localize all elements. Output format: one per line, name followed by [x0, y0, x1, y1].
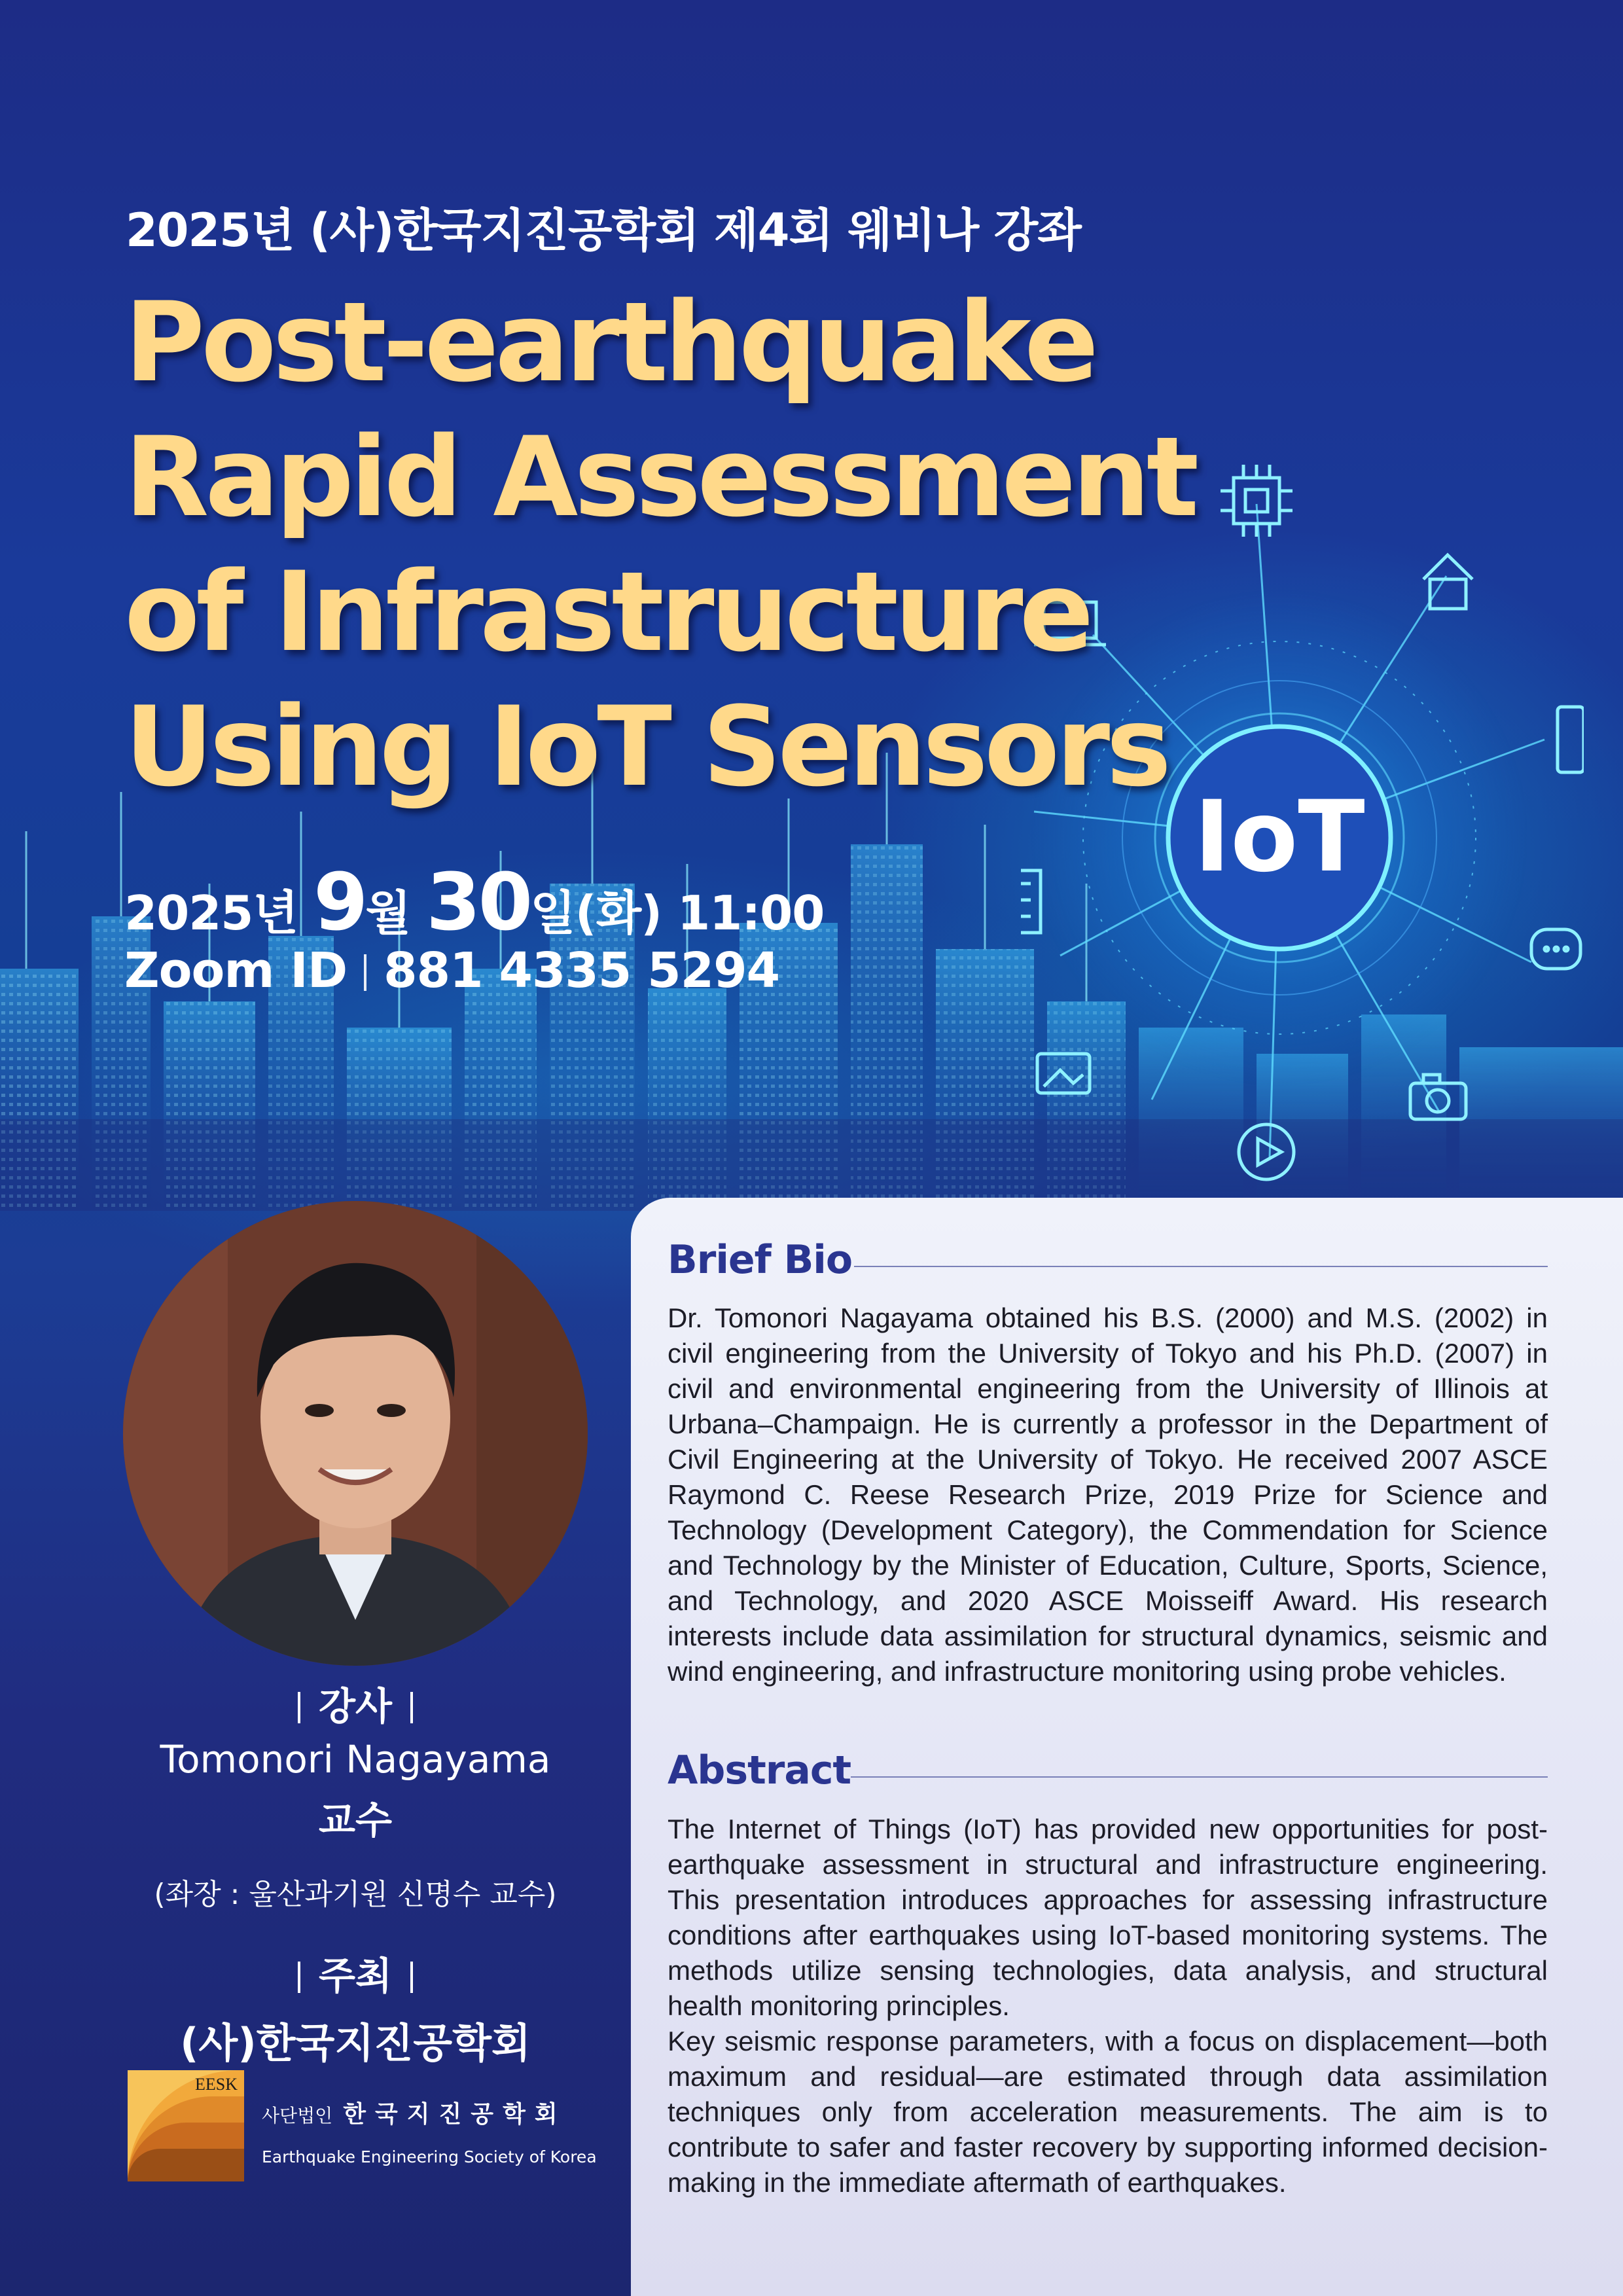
smartphone-icon [1558, 707, 1584, 772]
speaker-role: 강사 [318, 1684, 393, 1729]
host-label [0, 1945, 711, 2000]
date-day-suffix: 일(화) 11:00 [530, 886, 825, 941]
logo-prefix: 사단법인 [262, 2105, 333, 2126]
date-month: 9 [313, 857, 366, 948]
bio-heading-rule [854, 1266, 1548, 1267]
zoom-label: Zoom ID [124, 942, 348, 999]
label-bar [298, 1962, 300, 1993]
event-subtitle: 2025년 (사)한국지진공학회 제4회 웨비나 강좌 [126, 204, 1081, 257]
zoom-id[interactable]: 881 4335 5294 [383, 942, 780, 999]
title-line: Using IoT Sensors [124, 683, 1168, 811]
date-day: 30 [426, 857, 531, 948]
abstract-paragraph-2: Key seismic response parameters, with a focus on displacement—both maximum and residual—are estimated through data assimilation techniques only from acceleration measurements. The aim is to contribute to safer and faster recovery by supporting informed decision-making in the immediate aftermath of earthquakes. [668, 2026, 1548, 2198]
abstract-heading: Abstract [668, 1748, 851, 1793]
bio-heading: Brief Bio [668, 1237, 853, 1283]
chat-icon [1531, 929, 1580, 969]
iot-badge-text: IoT [1194, 780, 1365, 894]
logo-text [262, 2096, 597, 2166]
zoom-separator [364, 954, 366, 991]
play-icon [1239, 1124, 1294, 1179]
speaker-label [0, 1676, 711, 1731]
eesk-logo [128, 2070, 244, 2181]
camera-icon [1410, 1075, 1466, 1119]
abstract-paragraph-1: The Internet of Things (IoT) has provided new opportunities for post-earthquake assessment in structural and infrastructure engineering. This presentation introduces approaches for assessing infrastructure conditions after earthquakes using IoT-based monitoring systems. The methods utilize sensing technologies, data analysis, and structural health monitoring principles. [668, 1814, 1548, 2021]
event-date [124, 857, 824, 948]
host-organization: (사)한국지진공학회 [180, 2019, 531, 2067]
speaker-portrait-illustration [123, 1201, 588, 1666]
abstract-heading-rule [851, 1776, 1548, 1778]
chip-icon [1221, 465, 1293, 537]
zoom-info [124, 942, 779, 999]
home-icon [1423, 555, 1472, 609]
title-line: Post-earthquake [124, 278, 1096, 406]
logo-english: Earthquake Engineering Society of Korea [262, 2147, 597, 2166]
bio-text: Dr. Tomonori Nagayama obtained his B.S. (2000) and M.S. (2002) in civil engineering from the University of Tokyo and his Ph.D. (2007) in civil and environmental engineering from the University of Illinois at Urbana–Champaign. He is currently a professor in the Department of Civil Engineering at the University of Tokyo. He received 2007 ASCE Raymond C. Reese Research Prize, 2019 Prize for Science and Technology (Development Category), the Commendation for Science and Technology by the Minister of Education, Culture, Sports, Science, and Technology, and 2020 ASCE Moisseiff Award. His research interests include data assimilation for structural dynamics, seismic and wind engineering, and infrastructure monitoring using probe vehicles. [668, 1302, 1548, 1687]
speaker-photo [123, 1201, 588, 1666]
logo-mark: EESK [195, 2075, 238, 2094]
logo-name-ko: 한국지진공학회 [343, 2101, 567, 2128]
speaker-block [0, 1676, 711, 2069]
image-icon [1037, 1054, 1090, 1093]
label-bar [298, 1692, 300, 1723]
label-bar [410, 1692, 413, 1723]
title-line: Rapid Assessment [124, 413, 1196, 541]
main-title [124, 275, 1195, 814]
date-month-suffix: 월 [365, 886, 427, 941]
host-role: 주최 [318, 1954, 393, 1998]
chair-info: (좌장 : 울산과기원 신명수 교수) [154, 1878, 557, 1911]
date-year: 2025년 [124, 886, 314, 941]
speaker-name: Tomonori Nagayama [160, 1737, 551, 1782]
title-line: of Infrastructure [124, 548, 1090, 676]
speaker-title: 교수 [318, 1798, 393, 1842]
label-bar [410, 1962, 413, 1993]
logo-korean [262, 2096, 597, 2129]
